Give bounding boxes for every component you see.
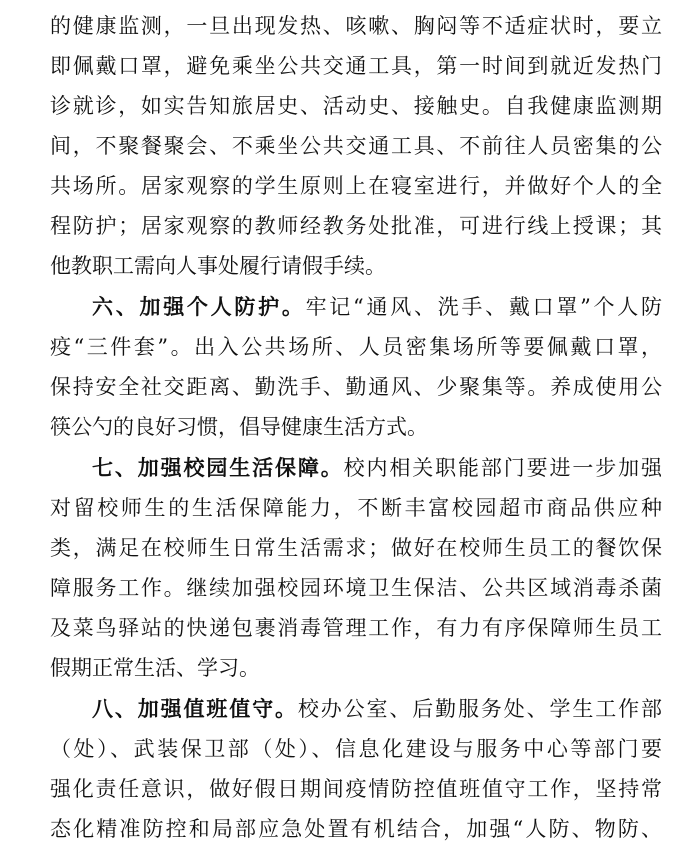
section-text: 牢记“通风、洗手、戴口罩”个人防 xyxy=(305,295,662,319)
section-first-line xyxy=(92,287,662,327)
paragraph-line: 筷公勺的良好习惯，倡导健康生活方式。 xyxy=(50,415,428,439)
section-heading: 七、加强校园生活保障。 xyxy=(92,456,344,480)
section-text: 校办公室、后勤服务处、学生工作部 xyxy=(297,697,662,721)
paragraph-line: 及菜鸟驿站的快递包裹消毒管理工作，有力有序保障师生员工 xyxy=(50,616,662,640)
paragraph-line: 诊就诊，如实告知旅居史、活动史、接触史。自我健康监测期 xyxy=(50,94,662,118)
paragraph-line: 的健康监测，一旦出现发热、咳嗽、胸闷等不适症状时，要立 xyxy=(50,14,662,38)
paragraph-line: 假期正常生活、学习。 xyxy=(50,656,260,680)
section-first-line xyxy=(92,448,662,488)
paragraph-line: 程防护；居家观察的教师经教务处批准，可进行线上授课；其 xyxy=(50,214,662,238)
section-heading: 八、加强值班值守。 xyxy=(92,697,298,721)
section-heading: 六、加强个人防护。 xyxy=(92,295,306,319)
paragraph-line: 即佩戴口罩，避免乘坐公共交通工具，第一时间到就近发热门 xyxy=(50,54,662,78)
paragraph-line: 态化精准防控和局部应急处置有机结合，加强“人防、物防、 xyxy=(50,817,662,841)
paragraph-line: 保持安全社交距离、勤洗手、勤通风、少聚集等。养成使用公 xyxy=(50,375,662,399)
paragraph-line: 共场所。居家观察的学生原则上在寝室进行，并做好个人的全 xyxy=(50,174,662,198)
paragraph-line: 疫“三件套”。出入公共场所、人员密集场所等要佩戴口罩， xyxy=(50,335,662,359)
paragraph-line: 间，不聚餐聚会、不乘坐公共交通工具、不前往人员密集的公 xyxy=(50,134,662,158)
paragraph-line: 障服务工作。继续加强校园环境卫生保洁、公共区域消毒杀菌 xyxy=(50,576,662,600)
section-text: 校内相关职能部门要进一步加强 xyxy=(343,456,662,480)
paragraph-line: 对留校师生的生活保障能力，不断丰富校园超市商品供应种 xyxy=(50,496,662,520)
paragraph-line: （处）、武装保卫部（处）、信息化建设与服务中心等部门要 xyxy=(50,737,662,761)
paragraph-line: 类，满足在校师生日常生活需求；做好在校师生员工的餐饮保 xyxy=(50,536,662,560)
paragraph-line: 强化责任意识，做好假日期间疫情防控值班值守工作，坚持常 xyxy=(50,777,662,801)
section-first-line xyxy=(92,689,662,729)
paragraph-line: 他教职工需向人事处履行请假手续。 xyxy=(50,254,386,278)
